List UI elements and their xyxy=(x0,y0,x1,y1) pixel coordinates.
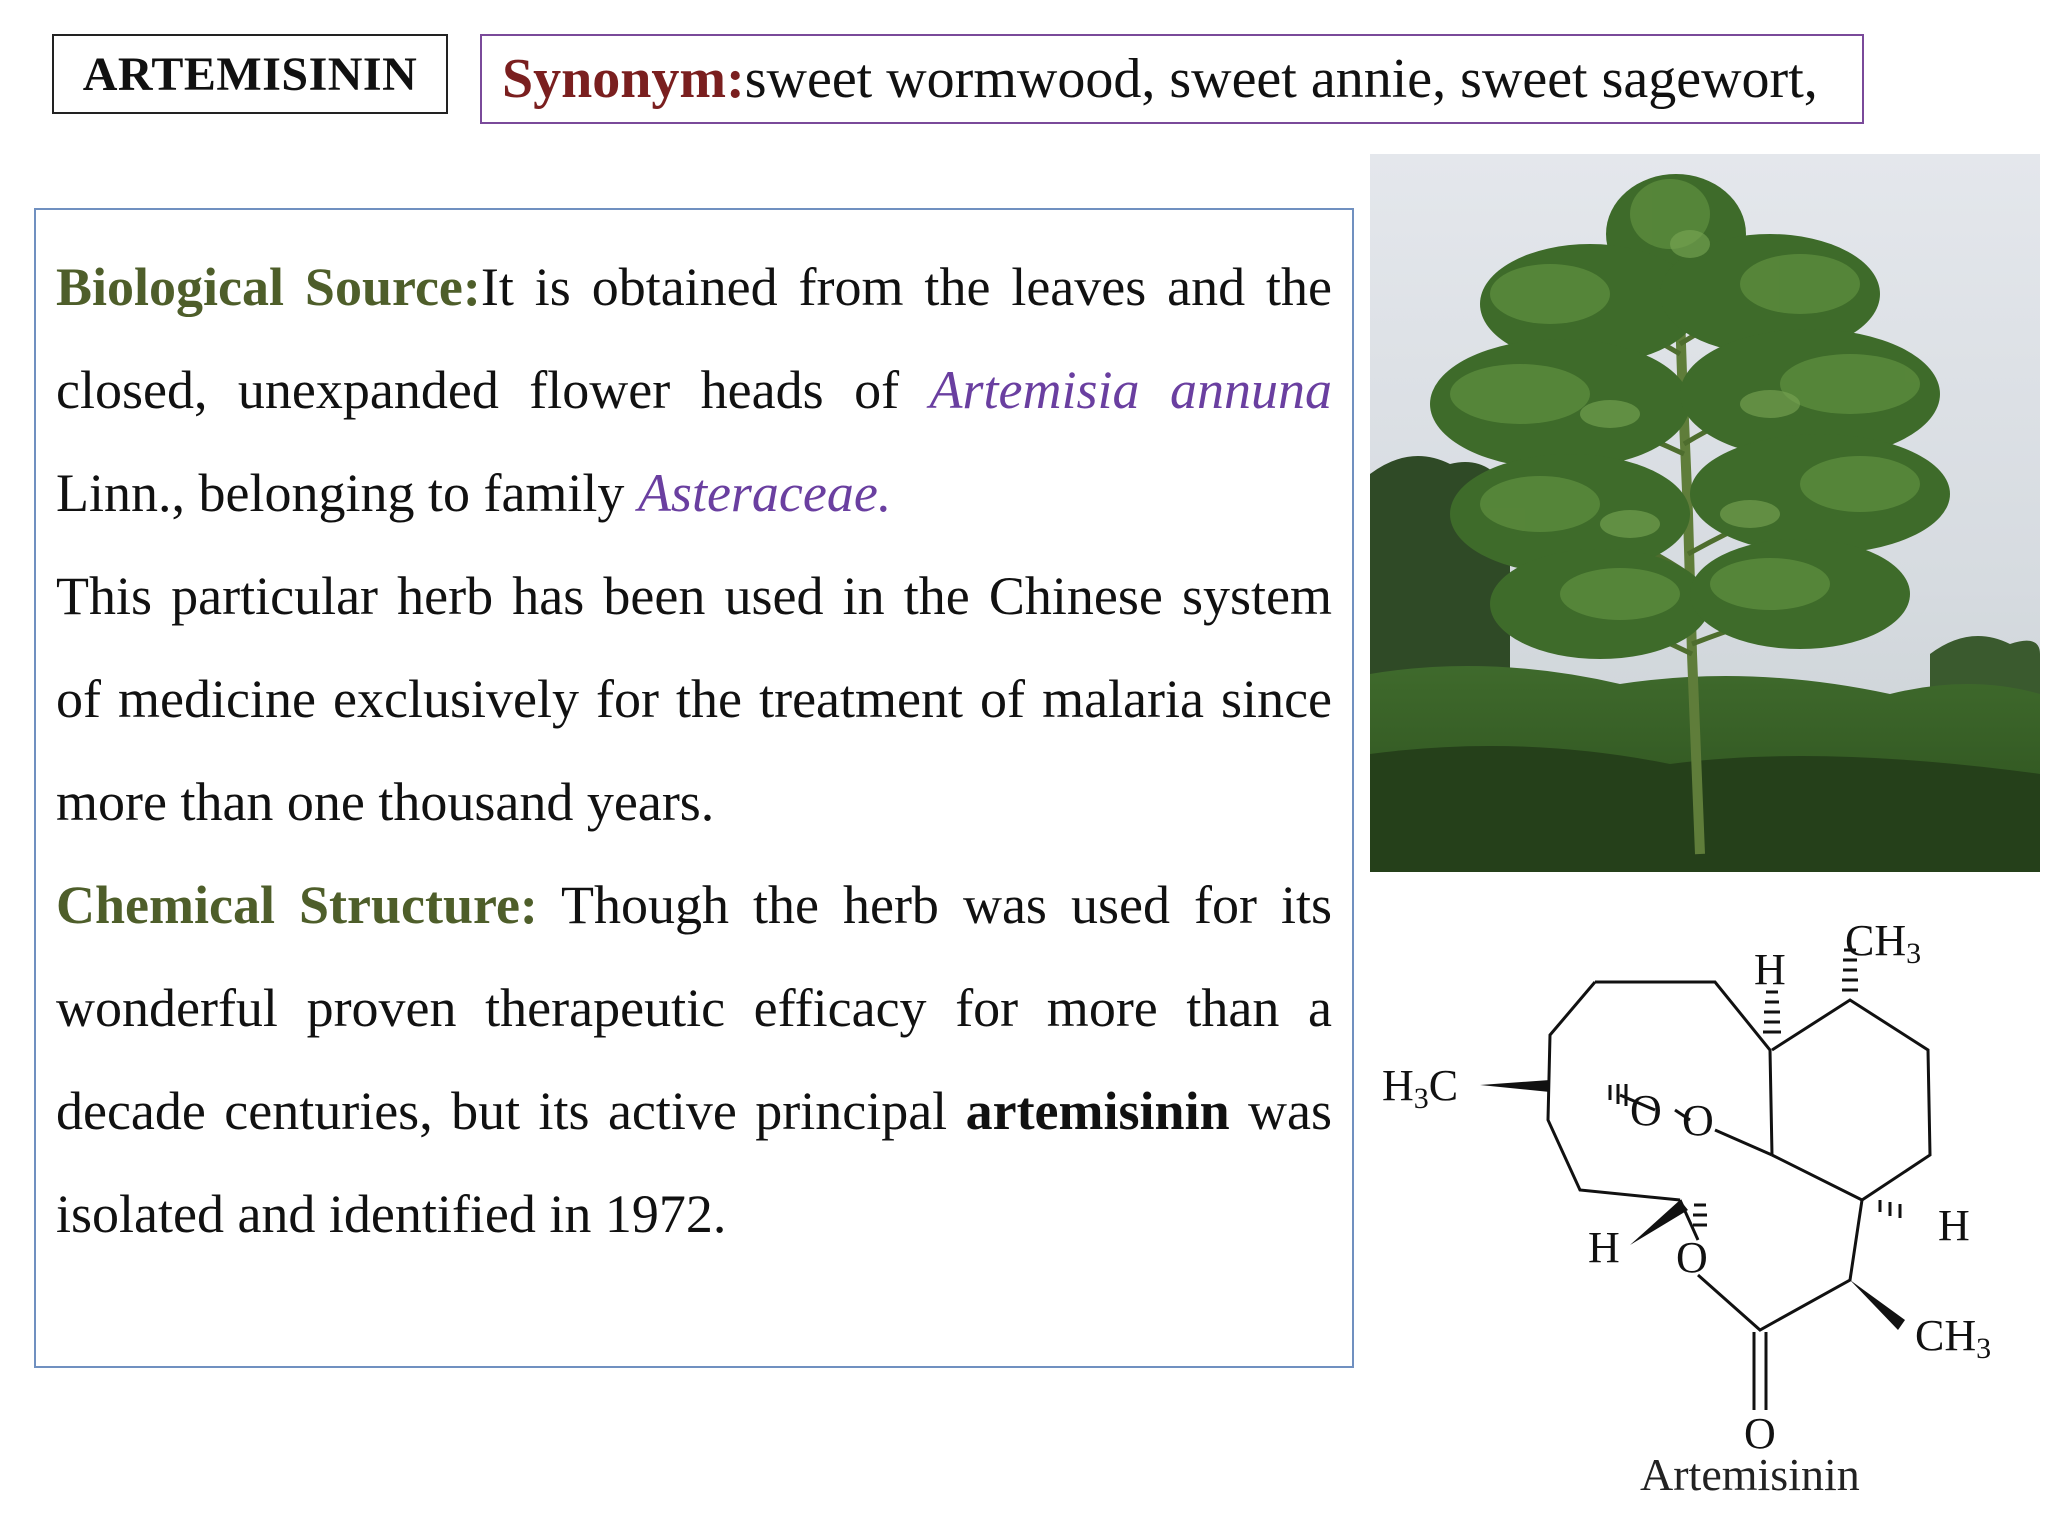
label-h-left: H xyxy=(1588,1223,1620,1272)
label-o-ring: O xyxy=(1676,1233,1708,1282)
synonym-box xyxy=(480,34,1864,124)
label-h-right: H xyxy=(1938,1201,1970,1250)
chemical-structure-label: Chemical Structure: xyxy=(56,875,538,935)
label-o1: O xyxy=(1630,1086,1662,1135)
biological-source-text-2: Linn., belonging to family xyxy=(56,463,638,523)
label-ch3-top: CH3 xyxy=(1845,916,1922,970)
history-paragraph: This particular herb has been used in the Chinese system of medicine exclusively for the treatment of malaria since more than one thousand years. xyxy=(56,566,1332,832)
biological-source-text-1: It is obtained from the leaves and the closed, unexpanded flower heads of xyxy=(56,257,1332,420)
label-h-top: H xyxy=(1754,945,1786,994)
biological-source-paragraph xyxy=(56,236,1332,545)
chemical-structure-paragraph xyxy=(56,854,1332,1266)
chemical-structure-text-1: Though the herb was used for its wonderful proven therapeutic efficacy for more than a decade centuries, but its active principal xyxy=(56,875,1332,1141)
plant-photo xyxy=(1370,154,2040,872)
biological-source-label: Biological Source: xyxy=(56,257,481,317)
family-name: Asteraceae. xyxy=(637,463,892,523)
chemical-structure-text-2: was isolated and identified in 1972. xyxy=(56,1081,1332,1244)
compound-name: artemisinin xyxy=(965,1081,1230,1141)
description-box xyxy=(34,208,1354,1368)
synonym-text: sweet wormwood, sweet annie, sweet sagewort, xyxy=(744,48,1818,110)
species-name: Artemisia annuna xyxy=(929,360,1332,420)
synonym-label: Synonym: xyxy=(502,48,745,110)
page-title: ARTEMISININ xyxy=(52,34,448,114)
label-h3c: H3C xyxy=(1382,1061,1459,1115)
label-ch3-bottom: CH3 xyxy=(1915,1311,1992,1365)
label-o-carbonyl: O xyxy=(1744,1409,1776,1458)
structure-caption: Artemisinin xyxy=(1640,1449,1860,1500)
label-o2: O xyxy=(1682,1096,1714,1145)
artemisinin-structure xyxy=(1370,900,2040,1510)
